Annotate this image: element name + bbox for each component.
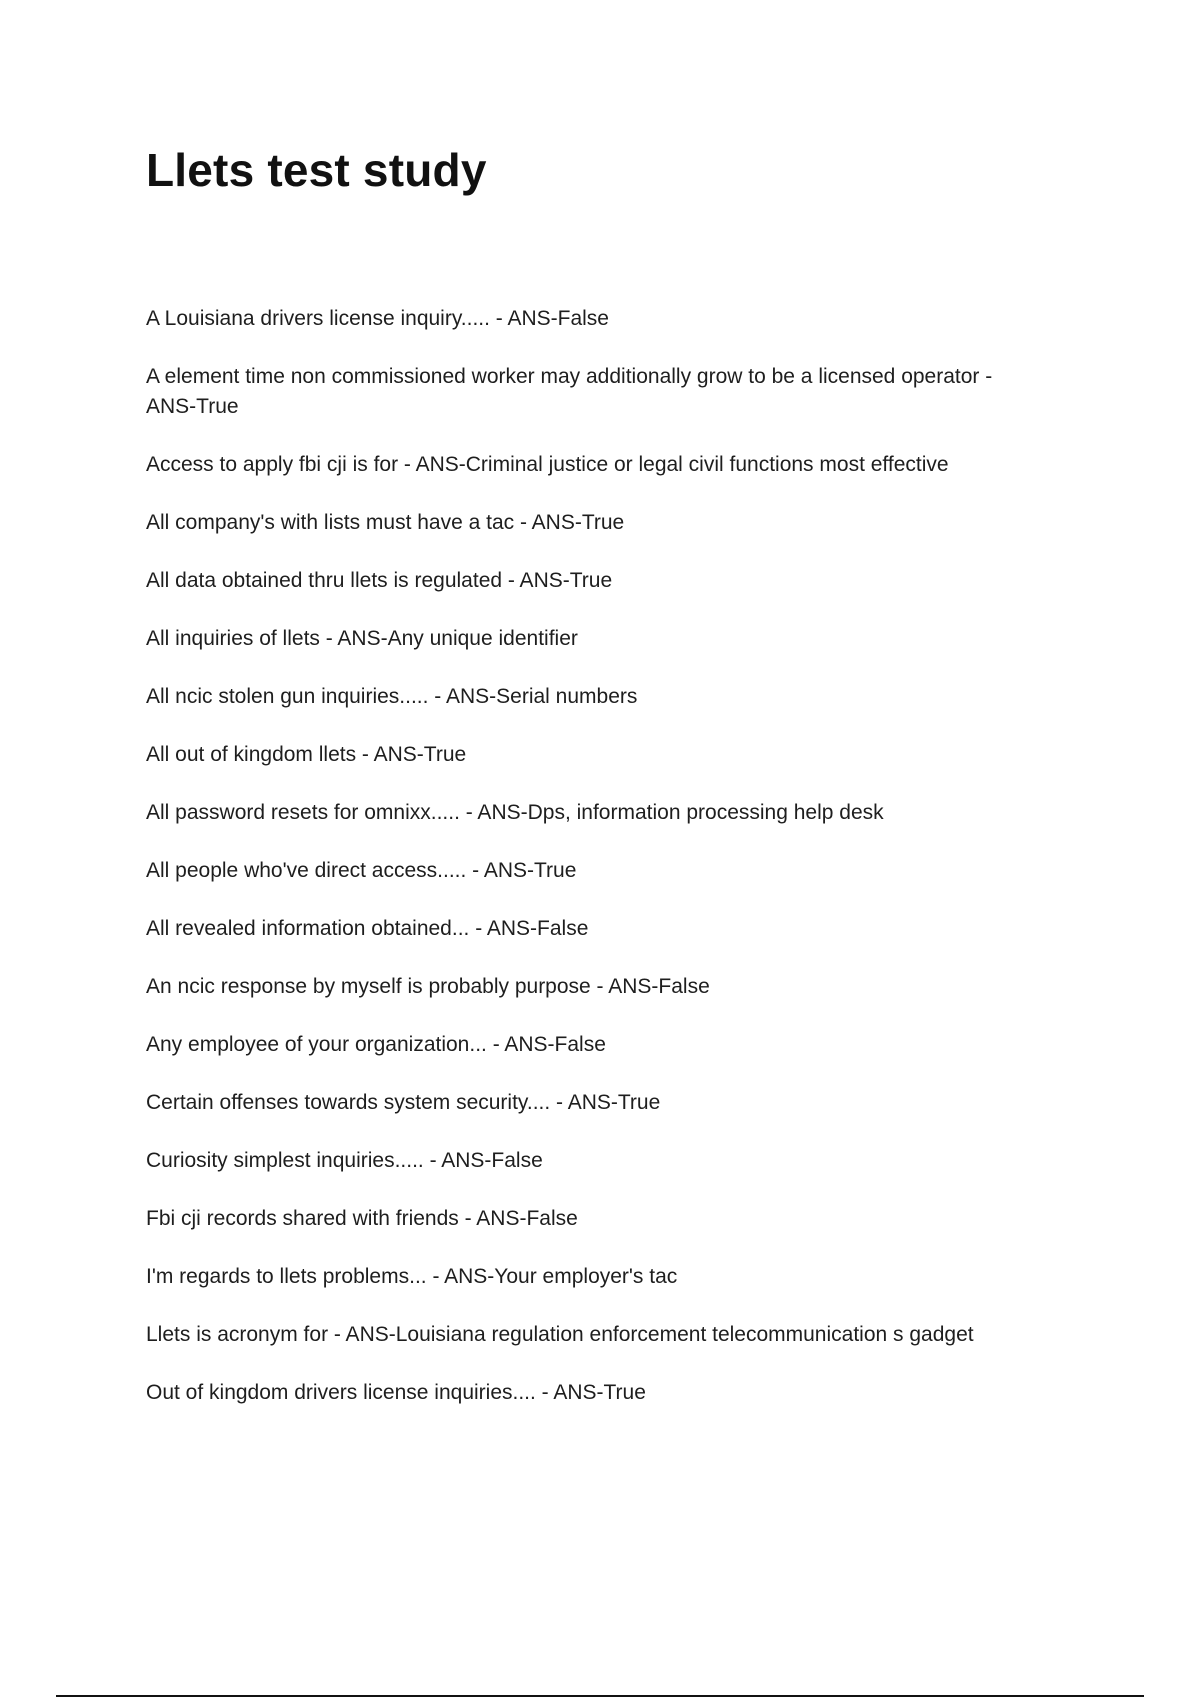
qa-item: All out of kingdom llets - ANS-True [146,743,467,766]
qa-item: All people who've direct access..... - ANS-True [146,859,577,882]
qa-item: All revealed information obtained... - ANS-False [146,917,589,940]
qa-item: All data obtained thru llets is regulated - ANS-True [146,569,613,592]
qa-item: A element time non commissioned worker may additionally grow to be a licensed operator - ANS-True [146,365,993,418]
page-title: Llets test study [146,144,487,196]
qa-item: I'm regards to llets problems... - ANS-Your employer's tac [146,1265,678,1288]
qa-item: Fbi cji records shared with friends - ANS-False [146,1207,578,1230]
qa-item: Curiosity simplest inquiries..... - ANS-False [146,1149,543,1172]
qa-list [146,304,1046,1436]
footer-divider [56,1695,1144,1697]
qa-item: All ncic stolen gun inquiries..... - ANS-Serial numbers [146,685,638,708]
qa-item: A Louisiana drivers license inquiry..... - ANS-False [146,307,609,330]
qa-item: All company's with lists must have a tac - ANS-True [146,511,625,534]
qa-item: Llets is acronym for - ANS-Louisiana regulation enforcement telecommunication s gadget [146,1323,974,1346]
qa-item: All inquiries of llets - ANS-Any unique identifier [146,627,578,650]
qa-item: Out of kingdom drivers license inquiries.... - ANS-True [146,1381,646,1404]
qa-item: All password resets for omnixx..... - ANS-Dps, information processing help desk [146,801,884,824]
qa-item: An ncic response by myself is probably purpose - ANS-False [146,975,710,998]
qa-item: Access to apply fbi cji is for - ANS-Criminal justice or legal civil functions most effective [146,453,949,476]
qa-item: Any employee of your organization... - ANS-False [146,1033,606,1056]
qa-item: Certain offenses towards system security.... - ANS-True [146,1091,661,1114]
